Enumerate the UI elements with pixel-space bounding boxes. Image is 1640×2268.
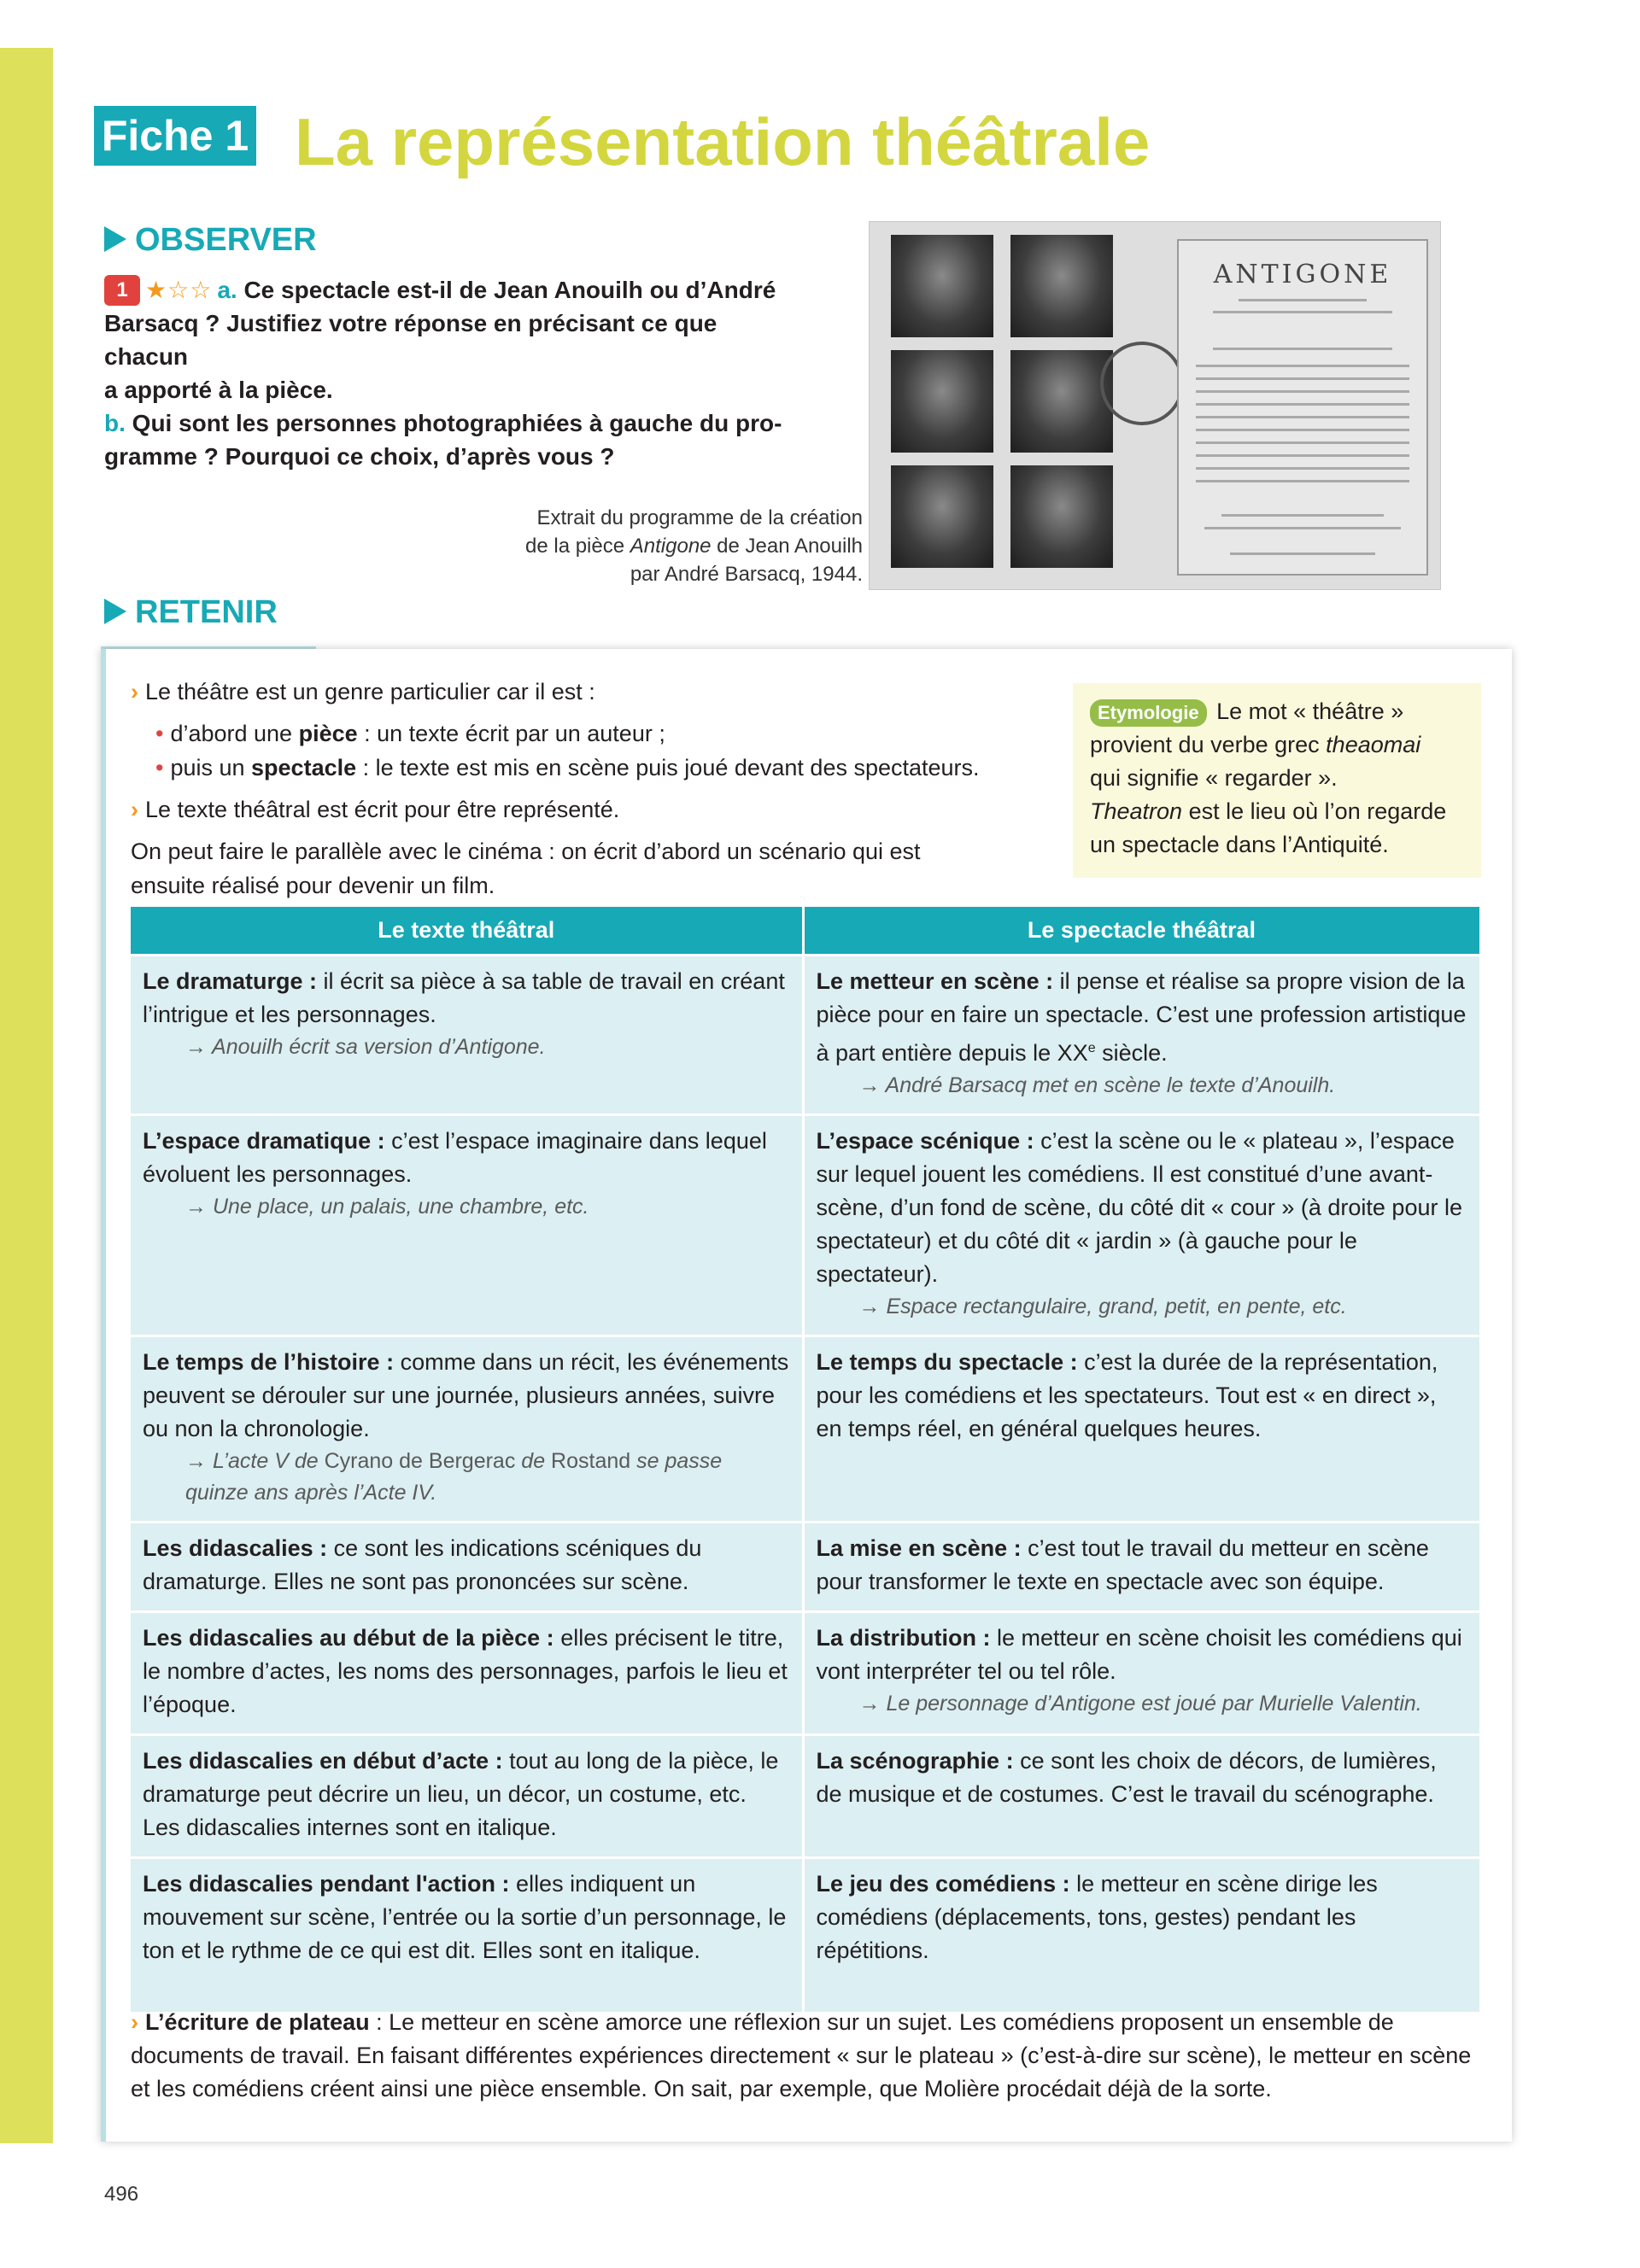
observer-question <box>104 273 788 473</box>
table-cell <box>803 1612 1480 1735</box>
table-cell <box>131 1336 803 1523</box>
cell-term: Les didascalies : <box>143 1535 328 1561</box>
question-b-line1: Qui sont les personnes photographiées à gauche du pro- <box>132 410 782 436</box>
cell-text: tout au long de la pièce, le dramaturge peut décrire un lieu, un décor, un costume, etc. Les didascalies internes sont en italique. <box>143 1748 779 1840</box>
table-row <box>131 1612 1480 1735</box>
portrait-photo <box>1010 235 1113 337</box>
etymology-greek-word: theaomai <box>1326 732 1421 757</box>
photo-caption-line1: Extrait du programme de la création <box>536 506 863 529</box>
column-header-spectacle: Le spectacle théâtral <box>803 907 1480 956</box>
cell-term: La scénographie : <box>816 1748 1014 1774</box>
question-letter-b: b. <box>104 410 126 436</box>
bullet-term: L’écriture de plateau <box>145 2009 370 2035</box>
bullet-texte-represente <box>131 792 619 827</box>
cell-term: Le dramaturge : <box>143 968 318 994</box>
comparison-table <box>131 907 1482 2012</box>
cell-text: elles précisent le titre, le nombre d’actes, les noms des personnages, parfois le lieu et l’époque. <box>143 1625 788 1717</box>
cell-term: L’espace scénique : <box>816 1128 1034 1154</box>
cell-text: c’est la durée de la représentation, pour les comédiens et les spectateurs. Tout est « en direct », en temps réel, en général quelques heures. <box>816 1349 1438 1441</box>
page-number: 496 <box>104 2183 139 2206</box>
cell-text: c’est l’espace imaginaire dans lequel évoluent les personnages. <box>143 1128 767 1187</box>
cell-text: ce sont les choix de décors, de lumières, de musique et de costumes. C’est le travail du scénographe. <box>816 1748 1437 1807</box>
table-cell <box>131 1612 803 1735</box>
table-row <box>131 1735 1480 1858</box>
program-text-line <box>1196 480 1409 482</box>
table-cell <box>803 1858 1480 2012</box>
portrait-photo <box>891 235 993 337</box>
cell-example-work-title: Cyrano de Bergerac <box>324 1449 516 1473</box>
table-row <box>131 956 1480 1115</box>
program-text-line <box>1213 348 1392 350</box>
cell-term: Le temps du spectacle : <box>816 1349 1078 1375</box>
bullet-text: : Le metteur en scène amorce une réflexion sur un sujet. Les comédiens proposent un ensemble de documents de travail. En faisant différentes expériences directement « sur le plateau » (c’est-à-dire sur scène), le metteur en scène et les comédiens créent ainsi une pièce ensemble. On sait, par exemple, que Molière procédait déjà de la sorte. <box>131 2009 1472 2101</box>
question-a-line3: a apporté à la pièce. <box>104 377 333 403</box>
portrait-photo <box>1010 465 1113 568</box>
portrait-photo <box>891 465 993 568</box>
cell-text: elles indiquent un mouvement sur scène, l’entrée ou la sortie d’un personnage, le ton et le rythme de ce qui est dit. Elles sont en italique. <box>143 1871 787 1963</box>
program-text-line <box>1221 514 1384 517</box>
sub-bullet-text: : un texte écrit par un auteur ; <box>357 721 665 746</box>
question-a-line2: Barsacq ? Justifiez votre réponse en précisant ce que chacun <box>104 310 718 370</box>
table-row <box>131 1336 1480 1523</box>
table-cell <box>131 956 803 1115</box>
cell-example-author: Rostand <box>551 1449 631 1473</box>
cell-term: La mise en scène : <box>816 1535 1022 1561</box>
sub-bullet-text: d’abord une <box>170 721 299 746</box>
program-text-line <box>1204 527 1401 529</box>
cell-text: le metteur en scène choisit les comédiens qui vont interpréter tel ou tel rôle. <box>816 1625 1462 1684</box>
cell-term: Le temps de l’histoire : <box>143 1349 395 1375</box>
table-cell <box>803 956 1480 1115</box>
etymology-text: Le mot « théâtre » <box>1216 699 1404 724</box>
photo-caption <box>478 504 863 588</box>
question-b-line2: gramme ? Pourquoi ce choix, d’après vous ? <box>104 443 615 470</box>
observer-heading <box>104 219 317 260</box>
chevron-right-icon: › <box>131 679 138 704</box>
retenir-heading <box>104 592 278 633</box>
program-text-line <box>1196 441 1409 444</box>
chevron-right-icon: › <box>131 2009 138 2035</box>
bullet-ecriture-plateau <box>131 2006 1480 2106</box>
cell-example: → Espace rectangulaire, grand, petit, en pente, etc. <box>858 1295 1347 1318</box>
cell-superscript: e <box>1087 1041 1096 1055</box>
table-cell <box>131 1858 803 2012</box>
sub-bullet-spectacle <box>155 751 980 785</box>
etymology-text: un spectacle dans l’Antiquité. <box>1090 832 1389 857</box>
program-text-line <box>1196 467 1409 470</box>
etymology-box <box>1073 683 1481 878</box>
photo-caption-work-title: Antigone <box>630 535 712 558</box>
table-row <box>131 1523 1480 1612</box>
program-photo <box>869 221 1441 590</box>
sub-bullet-text: puis un <box>170 755 252 780</box>
cell-text: il écrit sa pièce à sa table de travail en créant l’intrigue et les personnages. <box>143 968 785 1027</box>
fiche-label: Fiche 1 <box>94 106 256 166</box>
bullet-dot-icon: • <box>155 721 164 746</box>
column-header-texte: Le texte théâtral <box>131 907 803 956</box>
program-text-line <box>1196 390 1409 393</box>
question-letter-a: a. <box>217 277 237 303</box>
sub-bullet-text: : le texte est mis en scène puis joué devant des spectateurs. <box>356 755 980 780</box>
paragraph-line: On peut faire le parallèle avec le cinéma : on écrit d’abord un scénario qui est <box>131 839 921 864</box>
cell-example-text: → L’acte V de <box>185 1449 325 1473</box>
retenir-heading-label: RETENIR <box>135 594 278 630</box>
sub-bullet-piece <box>155 716 665 751</box>
observer-heading-label: OBSERVER <box>135 222 317 258</box>
program-text-line <box>1213 311 1392 313</box>
question-number-badge: 1 <box>104 275 140 306</box>
cell-example: → André Barsacq met en scène le texte d’Anouilh. <box>858 1073 1336 1097</box>
table-cell <box>803 1336 1480 1523</box>
play-triangle-icon <box>104 599 126 624</box>
program-text-line <box>1196 377 1409 380</box>
cell-text: siècle. <box>1095 1040 1168 1066</box>
bullet-text: Le texte théâtral est écrit pour être représenté. <box>145 797 620 822</box>
play-triangle-icon <box>104 226 126 252</box>
cell-term: Les didascalies pendant l'action : <box>143 1871 510 1897</box>
cell-example <box>143 1446 790 1509</box>
etymology-greek-word: Theatron <box>1090 798 1183 824</box>
photo-caption-line3: par André Barsacq, 1944. <box>630 563 863 586</box>
table-row <box>131 1858 1480 2012</box>
sub-bullet-term: spectacle <box>251 755 357 780</box>
bullet-theatre-genre <box>131 675 595 709</box>
cell-text: comme dans un récit, les événements peuvent se dérouler sur une journée, plusieurs années, suivre ou non la chronologie. <box>143 1349 789 1441</box>
table-header-row <box>131 907 1480 956</box>
program-text-line <box>1196 365 1409 367</box>
table-cell <box>803 1735 1480 1858</box>
program-text-line <box>1196 403 1409 406</box>
side-color-bar <box>0 48 53 2143</box>
difficulty-stars-icon: ★☆☆ <box>145 277 213 303</box>
cell-term: Le metteur en scène : <box>816 968 1054 994</box>
table-row <box>131 1115 1480 1336</box>
cell-text: c’est la scène ou le « plateau », l’espace sur lequel jouent les comédiens. Il est constitué d’une avant-scène, d’un fond de scène, du côté dit « cour » (à droite pour le spectateur) et du côté dit « jardin » (à gauche pour le spectateur). <box>816 1128 1462 1287</box>
bullet-dot-icon: • <box>155 755 164 780</box>
cell-term: Le jeu des comédiens : <box>816 1871 1070 1897</box>
program-title: ANTIGONE <box>1213 260 1392 289</box>
chevron-right-icon: › <box>131 797 138 822</box>
table-cell <box>131 1523 803 1612</box>
cell-term: L’espace dramatique : <box>143 1128 385 1154</box>
etymology-tag: Etymologie <box>1090 699 1207 727</box>
table-cell <box>131 1735 803 1858</box>
portrait-photo <box>1010 350 1113 453</box>
photo-caption-line2-post: de Jean Anouilh <box>711 535 863 558</box>
cell-text: il pense et réalise sa propre vision de la pièce pour en faire un spectacle. C’est une profession artistique à part entière depuis le XX <box>816 968 1467 1066</box>
program-text-line <box>1230 552 1375 555</box>
cell-term: Les didascalies en début d’acte : <box>143 1748 503 1774</box>
cell-example: → Anouilh écrit sa version d’Antigone. <box>185 1035 546 1059</box>
cell-text: c’est tout le travail du metteur en scène pour transformer le texte en spectacle avec son équipe. <box>816 1535 1429 1594</box>
cell-example-text: se passe quinze ans après l’Acte IV. <box>185 1449 723 1505</box>
table-cell <box>803 1523 1480 1612</box>
paragraph-line: ensuite réalisé pour devenir un film. <box>131 873 495 898</box>
program-text-line <box>1196 454 1409 457</box>
cell-term: La distribution : <box>816 1625 991 1651</box>
cell-example: → Le personnage d’Antigone est joué par Murielle Valentin. <box>858 1692 1422 1716</box>
cell-text: ce sont les indications scéniques du dramaturge. Elles ne sont pas prononcées sur scène. <box>143 1535 702 1594</box>
etymology-text: est le lieu où l’on regarde <box>1182 798 1447 824</box>
program-text-line <box>1196 429 1409 431</box>
cell-example: → Une place, un palais, une chambre, etc. <box>185 1195 589 1219</box>
paragraph-cinema <box>131 834 921 903</box>
program-text-line <box>1196 416 1409 418</box>
etymology-text: qui signifie « regarder ». <box>1090 765 1338 791</box>
table-cell <box>131 1115 803 1336</box>
question-a-line1: Ce spectacle est-il de Jean Anouilh ou d’André <box>243 277 776 303</box>
cell-text: le metteur en scène dirige les comédiens (déplacements, tons, gestes) pendant les répétitions. <box>816 1871 1378 1963</box>
sub-bullet-term: pièce <box>298 721 358 746</box>
cell-example-text: de <box>515 1449 552 1473</box>
table-cell <box>803 1115 1480 1336</box>
photo-caption-line2-pre: de la pièce <box>525 535 630 558</box>
etymology-text: provient du verbe grec <box>1090 732 1327 757</box>
portrait-photo <box>891 350 993 453</box>
bullet-text: Le théâtre est un genre particulier car il est : <box>145 679 595 704</box>
program-text-line <box>1239 299 1367 301</box>
page-title: La représentation théâtrale <box>295 104 1151 179</box>
program-sheet <box>1177 239 1428 576</box>
cell-term: Les didascalies au début de la pièce : <box>143 1625 554 1651</box>
